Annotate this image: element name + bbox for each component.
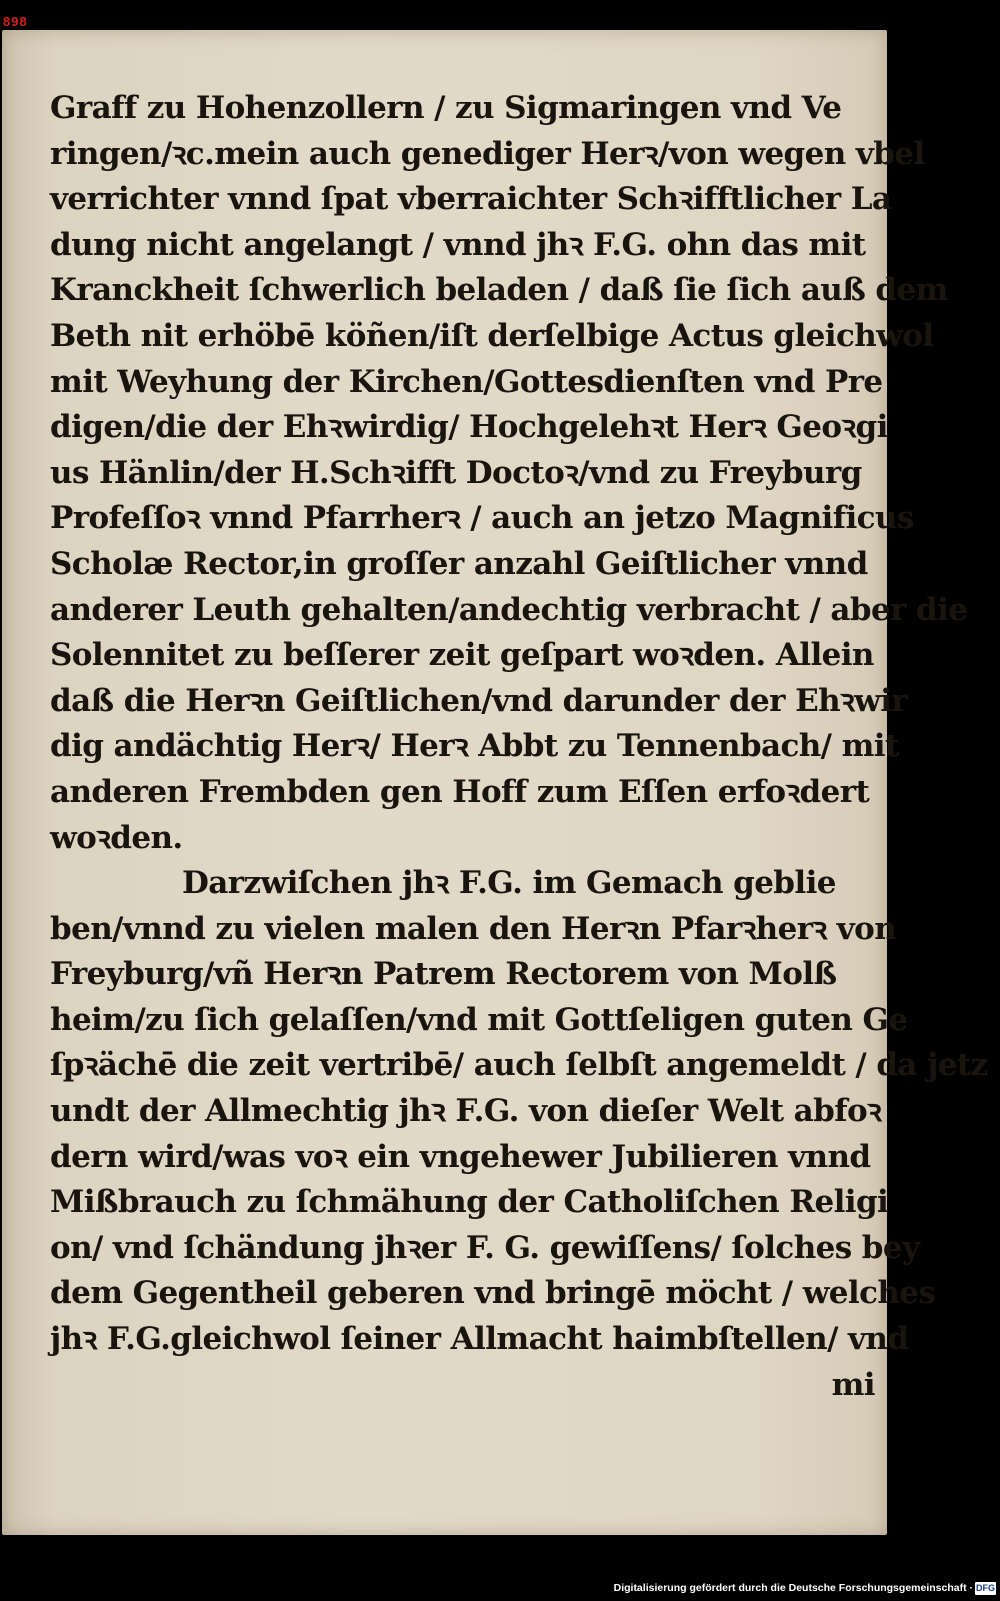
text-line: ben/vnnd zu vielen malen den Herꝛn Pfarꝛherꝛ von — [50, 910, 897, 947]
text-line: dern wird/was voꝛ ein vngehewer Jubilieren vnnd — [50, 1138, 871, 1175]
page-number-label: 898 — [3, 14, 28, 29]
text-line: jhꝛ F.G.gleichwol ſeiner Allmacht haimbſtellen/ vnd — [50, 1321, 909, 1358]
text-line: heim/zu ſich gelaſſen/vnd mit Gottſeligen guten Ge — [50, 1001, 908, 1038]
dfg-logo[interactable]: DFG — [976, 1583, 995, 1593]
text-line: ſpꝛächē die zeit vertribē/ auch ſelbſt angemeldt / da jetz — [50, 1047, 988, 1084]
text-line: Mißbrauch zu ſchmähung der Catholiſchen Religi — [50, 1184, 889, 1221]
text-line: mit Weyhung der Kirchen/Gottesdienſten vnd Pre — [50, 363, 883, 400]
text-line: anderer Leuth gehalten/andechtig verbracht / aber die — [50, 591, 968, 628]
text-line: undt der Allmechtig jhꝛ F.G. von dieſer Welt abfoꝛ — [50, 1093, 882, 1130]
catchword: mi — [831, 1366, 875, 1403]
text-line: dig andächtig Herꝛ/ Herꝛ Abbt zu Tennenbach/ mit — [50, 728, 899, 765]
text-line: Profeſſoꝛ vnnd Pfarrherꝛ / auch an jetzo Magnificus — [50, 500, 914, 537]
page-text — [50, 86, 988, 1408]
text-line: on/ vnd ſchändung jhꝛer F. G. gewiſſens/ ſolches bey — [50, 1229, 920, 1266]
text-line: daß die Herꝛn Geiſtlichen/vnd darunder der Ehꝛwir — [50, 682, 908, 719]
footer-bar — [0, 1578, 1000, 1601]
text-line: Solennitet zu beſſerer zeit geſpart woꝛden. Allein — [50, 637, 874, 674]
text-line: Freyburg/vñ Herꝛn Patrem Rectorem von Molß — [50, 956, 837, 993]
text-line: digen/die der Ehꝛwirdig/ Hochgelehꝛt Herꝛ Geoꝛgi — [50, 409, 888, 446]
text-line: ringen/ꝛc.mein auch genediger Herꝛ/von wegen vbel — [50, 135, 925, 172]
text-line: anderen Frembden gen Hoff zum Eſſen erfoꝛdert — [50, 773, 870, 810]
text-line: dung nicht angelangt / vnnd jhꝛ F.G. ohn das mit — [50, 226, 866, 263]
text-line: Scholæ Rector,in groſſer anzahl Geiſtlicher vnnd — [50, 545, 868, 582]
paragraph-start-line: Darzwiſchen jhꝛ F.G. im Gemach geblie — [182, 865, 836, 902]
text-line: us Hänlin/der H.Schꝛifft Doctoꝛ/vnd zu Freyburg — [50, 454, 862, 491]
scanned-page — [2, 30, 988, 1535]
text-line: Graff zu Hohenzollern / zu Sigmaringen vnd Ve — [50, 90, 842, 126]
text-line: Kranckheit ſchwerlich beladen / daß ſie ſich auß dem — [50, 272, 948, 309]
text-line: dem Gegentheil geberen vnd bringē möcht / welches — [50, 1275, 936, 1312]
text-line: woꝛden. — [50, 819, 183, 856]
text-line: Beth nit erhöbē köñen/iſt derſelbige Actus gleichwol — [50, 317, 934, 354]
text-line: verrichter vnnd ſpat vberraichter Schꝛifftlicher La — [50, 181, 892, 218]
funding-credit: Digitalisierung gefördert durch die Deutsche Forschungsgemeinschaft · — [613, 1582, 973, 1594]
